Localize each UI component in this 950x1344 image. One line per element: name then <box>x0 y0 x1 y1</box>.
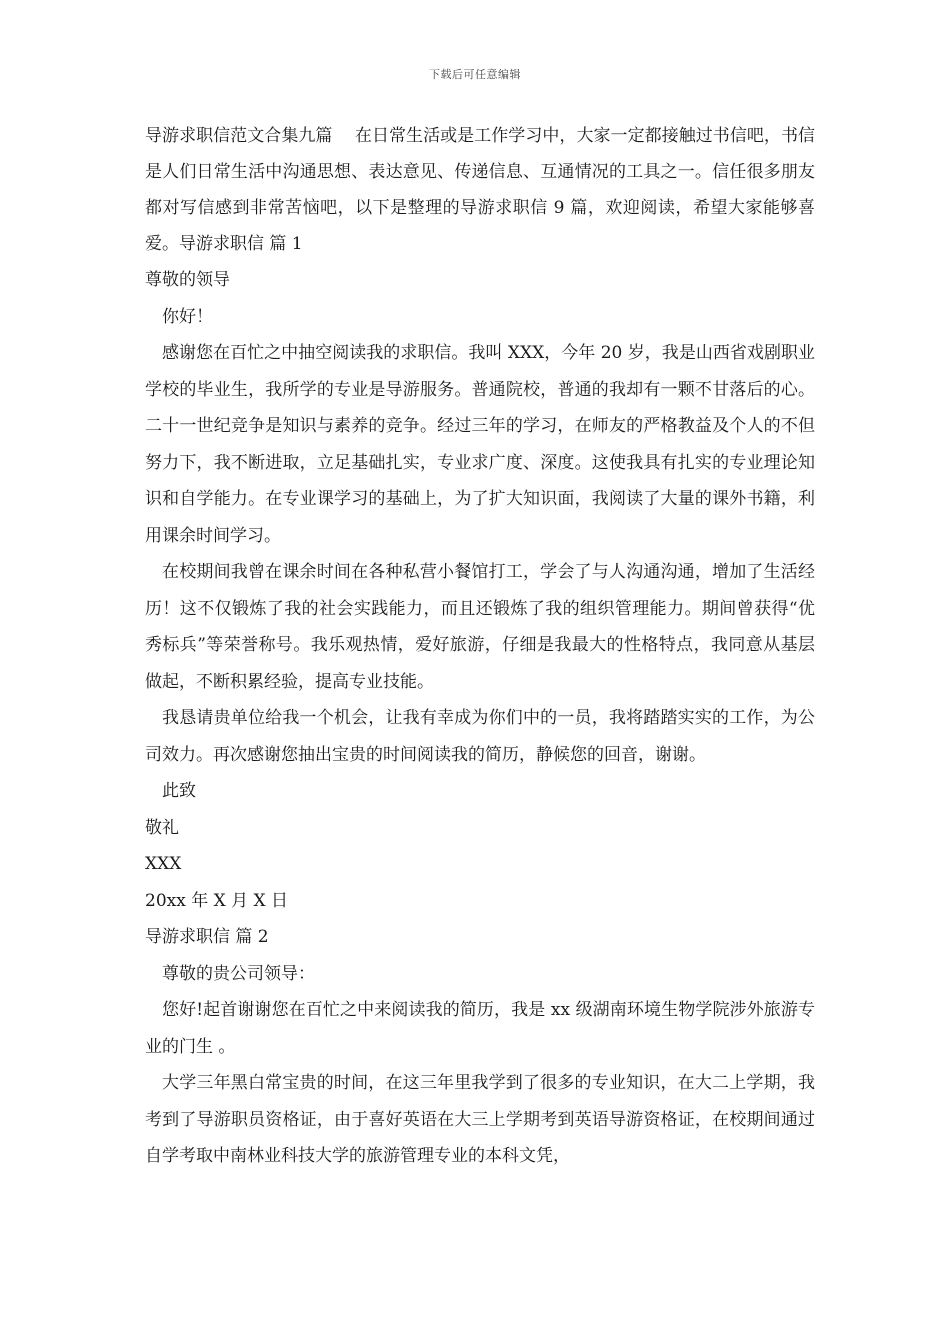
letter1-date: 20xx 年 X 月 X 日 <box>145 890 289 911</box>
letter2-paragraph-1: 您好!起首谢谢您在百忙之中来阅读我的简历，我是 xx 级湖南环境生物学院涉外旅游专业的门生 。 <box>145 1000 815 1057</box>
letter2-salutation: 尊敬的贵公司领导： <box>162 963 315 984</box>
page-header-note: 下载后可任意编辑 <box>429 68 521 81</box>
intro-paragraph: 导游求职信范文合集九篇 在日常生活或是工作学习中，大家一定都接触过书信吧，书信是人们日常生活中沟通思想、表达意见、传递信息、互通情况的工具之一。信任很多朋友都对写信感到非常苦恼吧，以下是整理的导游求职信 9 篇，欢迎阅读，希望大家能够喜爱。导游求职信 篇 1 <box>145 126 815 254</box>
letter1-closing-1: 此致 <box>162 781 196 801</box>
letter2-title: 导游求职信 篇 2 <box>145 927 269 947</box>
letter1-salutation: 尊敬的领导 <box>145 270 230 290</box>
letter1-paragraph-1: 感谢您在百忙之中抽空阅读我的求职信。我叫 XXX，今年 20 岁，我是山西省戏剧职业学校的毕业生，我所学的专业是导游服务。普通院校，普通的我却有一颗不甘落后的心。二十一世纪竞争是知识与素养的竞争。经过三年的学习，在师友的严格教益及个人的不但努力下，我不断进取，立足基础扎实，专业求广度、深度。这使我具有扎实的专业理论知识和自学能力。在专业课学习的基础上，为了扩大知识面，我阅读了大量的课外书籍，利用课余时间学习。 <box>145 343 815 546</box>
letter1-signature: XXX <box>145 854 182 874</box>
letter1-paragraph-3: 我恳请贵单位给我一个机会，让我有幸成为你们中的一员，我将踏踏实实的工作，为公司效力。再次感谢您抽出宝贵的时间阅读我的简历，静候您的回音，谢谢。 <box>145 708 815 765</box>
letter1-greeting: 你好！ <box>162 306 213 327</box>
letter1-closing-2: 敬礼 <box>145 817 179 838</box>
letter2-paragraph-2: 大学三年黑白常宝贵的时间，在这三年里我学到了很多的专业知识，在大二上学期，我考到了导游职员资格证，由于喜好英语在大三上学期考到英语导游资格证，在校期间通过自学考取中南林业科技大学的旅游管理专业的本科文凭， <box>145 1073 815 1166</box>
letter1-paragraph-2: 在校期间我曾在课余时间在各种私营小餐馆打工，学会了与人沟通沟通，增加了生活经历！这不仅锻炼了我的社会实践能力，而且还锻炼了我的组织管理能力。期间曾获得“优秀标兵”等荣誉称号。我乐观热情，爱好旅游，仔细是我最大的性格特点，我同意从基层做起，不断积累经验，提高专业技能。 <box>145 562 815 692</box>
document-body <box>145 118 815 1175</box>
